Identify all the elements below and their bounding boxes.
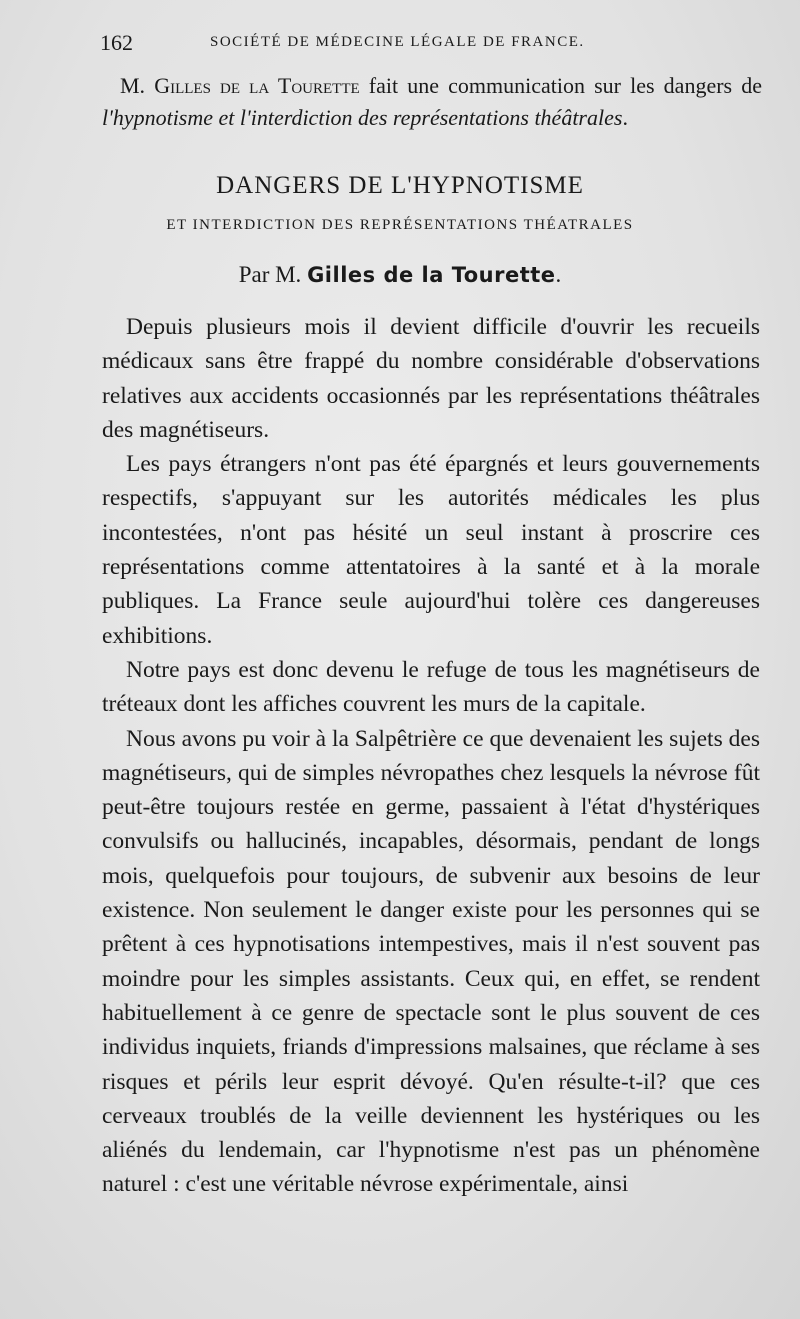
article-subtitle: ET INTERDICTION DES REPRÉSENTATIONS THÉATRALES	[166, 217, 634, 233]
paragraph: Les pays étrangers n'ont pas été épargnés et leurs gouvernements respectifs, s'appuyant sur les autorités médicales les plus incontestées, n'ont pas hésité un seul instant à proscrire ces représentations comme attentatoires à la santé et à la morale publiques. La France seule aujourd'hui tolère ces dangereuses exhibitions.	[102, 451, 760, 649]
running-head: SOCIÉTÉ DE MÉDECINE LÉGALE DE FRANCE.	[210, 34, 585, 50]
byline-suffix: .	[555, 262, 562, 287]
paragraph: Notre pays est donc devenu le refuge de tous les magnétiseurs de tréteaux dont les affiches couvrent les murs de la capitale.	[102, 656, 760, 718]
page-number: 162	[100, 30, 133, 55]
intro-paragraph	[102, 70, 762, 134]
byline-author: Gilles de la Tourette	[307, 263, 556, 287]
speaker-name: Gilles de la Tourette	[154, 73, 360, 98]
article-title: DANGERS DE L'HYPNOTISME	[216, 172, 584, 199]
paragraph: Depuis plusieurs mois il devient difficile d'ouvrir les recueils médicaux sans être frappé du nombre considérable d'observations relatives aux accidents occasionnés par les représentations théâtrales des magnétiseurs.	[102, 314, 760, 443]
intro-text: fait une communication sur les dangers de	[359, 73, 762, 98]
page-header	[100, 30, 740, 60]
intro-italic-title: l'hypnotisme et l'interdiction des représentations théâtrales	[102, 105, 623, 130]
article-body	[102, 310, 760, 1202]
article-byline	[0, 262, 800, 288]
byline-prefix: Par M.	[238, 262, 308, 287]
intro-text-end: .	[622, 105, 628, 130]
speaker-prefix: M.	[120, 73, 155, 98]
paragraph: Nous avons pu voir à la Salpêtrière ce que devenaient les sujets des magnétiseurs, qui de simples névropathes chez lesquels la névrose fût peut-être toujours restée en germe, passaient à l'état d'hystériques convulsifs ou hallucinés, incapables, désormais, pendant de longs mois, quelquefois pour toujours, de subvenir aux besoins de leur existence. Non seulement le danger existe pour les personnes qui se prêtent à ces hypnotisations intempestives, mais il n'est souvent pas moindre pour les simples assistants. Ceux qui, en effet, se rendent habituellement à ce genre de spectacle sont le plus souvent de ces individus inquiets, friands d'impressions malsaines, que réclame à ses risques et périls leur esprit dévoyé. Qu'en résulte-t-il? que ces cerveaux troublés de la veille deviennent les hystériques ou les aliénés du lendemain, car l'hypnotisme n'est pas un phénomène naturel : c'est une véritable névrose expérimentale, ainsi	[102, 725, 760, 1198]
